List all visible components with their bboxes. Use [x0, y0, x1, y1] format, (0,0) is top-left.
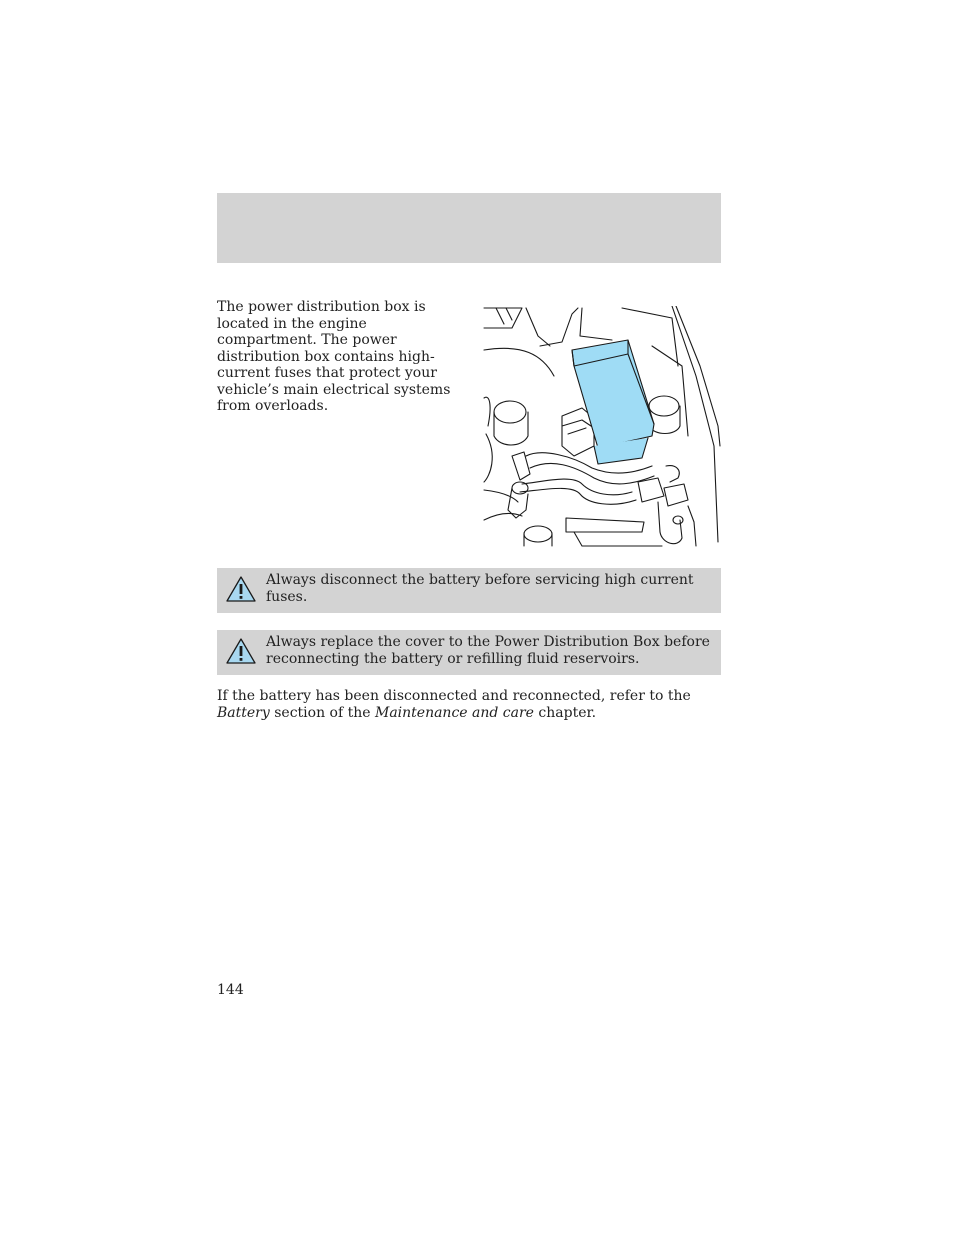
warning-replace-cover	[217, 630, 721, 675]
warning-text: Always disconnect the battery before servicing high current fuses.	[266, 572, 694, 605]
intro-paragraph: The power distribution box is located in the engine compartment. The power distribution box contains high-current fuses that protect your vehicle’s main electrical systems from overloads.	[217, 299, 451, 414]
warning-text: Always replace the cover to the Power Distribution Box before reconnecting the battery or refilling fluid reservoirs.	[266, 634, 710, 667]
section-header-band	[217, 193, 721, 263]
battery-reconnect-note	[217, 688, 721, 721]
chapter-reference: Maintenance and care	[374, 704, 534, 721]
page-number: 144	[217, 982, 244, 998]
note-text: If the battery has been disconnected and reconnected, refer to the	[217, 688, 691, 704]
note-text: chapter.	[533, 704, 597, 721]
battery-section-reference: Battery	[217, 704, 270, 721]
power-distribution-box-illustration	[482, 306, 722, 550]
note-text: section of the	[269, 704, 375, 721]
warning-triangle-icon	[225, 575, 257, 603]
warning-triangle-icon	[225, 637, 257, 665]
warning-disconnect-battery	[217, 568, 721, 613]
